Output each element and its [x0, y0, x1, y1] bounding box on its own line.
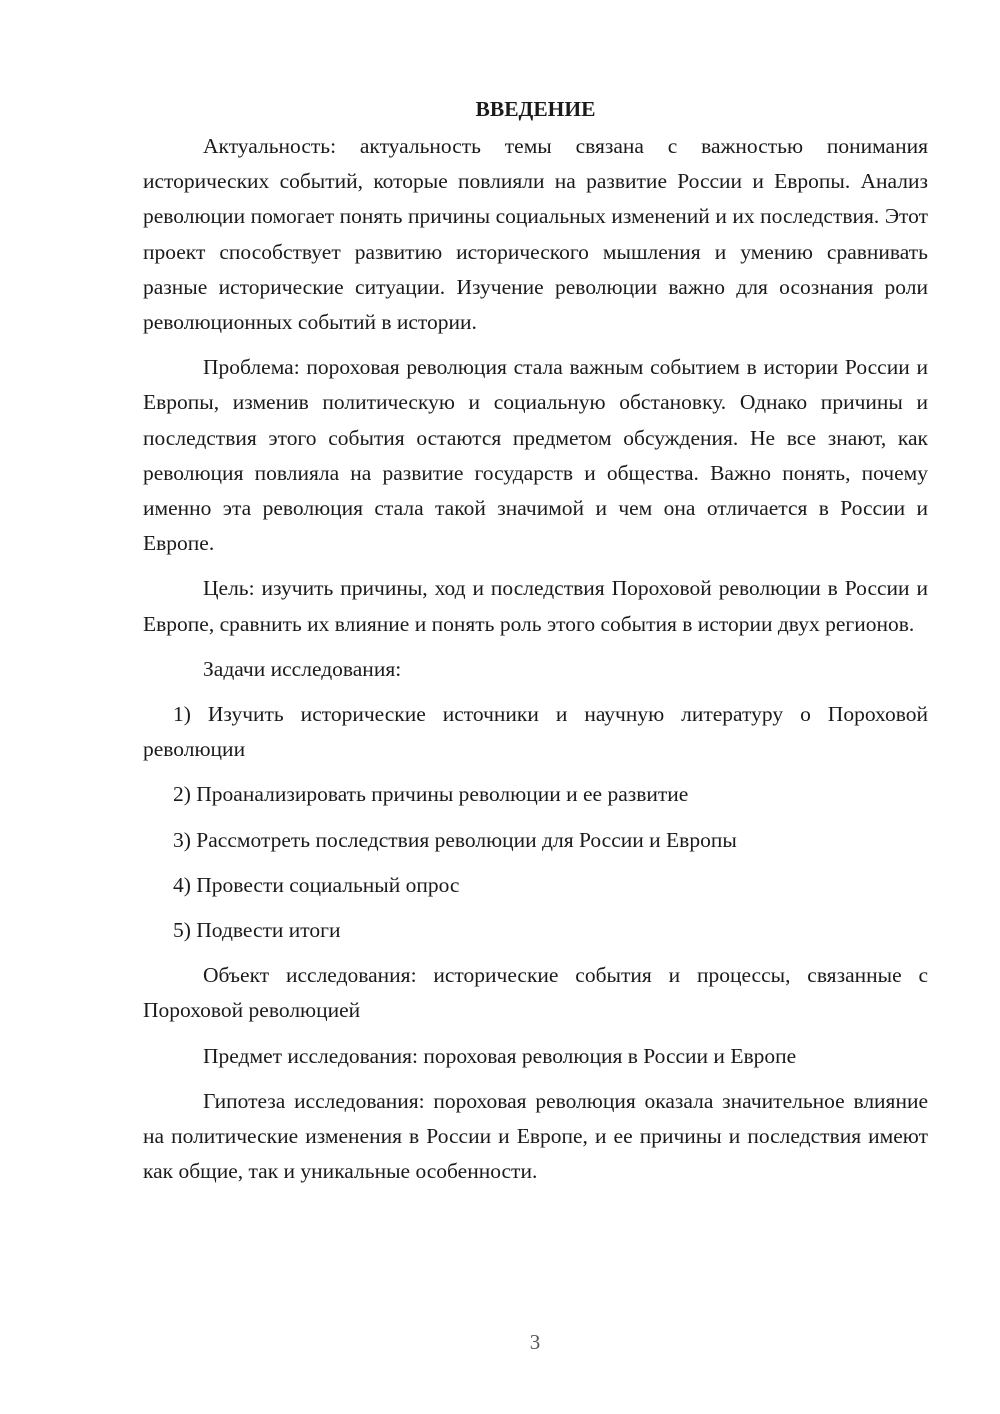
page-title: ВВЕДЕНИЕ — [475, 97, 596, 121]
task-item-5: 5) Подвести итоги — [173, 918, 341, 943]
paragraph-relevance: Актуальность: актуальность темы связана с важностью понимания исторических событий, которые повлияли на развитие России и Европы. Анализ революции помогает понять причины социальных изменений и их последствия. Этот проект способствует развитию исторического мышления и умению сравнивать разные исторические ситуации. Изучение революции важно для осознания роли революционных событий в истории. — [143, 134, 928, 335]
page-number: 3 — [529, 1330, 541, 1354]
paragraph-problem: Проблема: пороховая революция стала важным событием в истории России и Европы, изменив политическую и социальную обстановку. Однако причины и последствия этого события остаются предметом обсуждения. Не все знают, как революция повлияла на развитие государств и общества. Важно понять, почему именно эта революция стала такой значимой и чем она отличается в России и Европе. — [143, 355, 928, 556]
task-item-4: 4) Провести социальный опрос — [173, 872, 460, 897]
paragraph-subject: Предмет исследования: пороховая революция в России и Европе — [203, 1043, 797, 1068]
task-item-2: 2) Проанализировать причины революции и ее развитие — [173, 782, 689, 807]
task-item-1: 1) Изучить исторические источники и научную литературу о Пороховой революции — [143, 702, 928, 762]
paragraph-goal: Цель: изучить причины, ход и последствия Пороховой революции в России и Европе, сравнить их влияние и понять роль этого события в истории двух регионов. — [143, 576, 928, 636]
paragraph-hypothesis: Гипотеза исследования: пороховая революция оказала значительное влияние на политические изменения в России и Европе, и ее причины и последствия имеют как общие, так и уникальные особенности. — [143, 1088, 928, 1184]
paragraph-tasks-heading: Задачи исследования: — [203, 656, 402, 681]
task-item-3: 3) Рассмотреть последствия революции для России и Европы — [173, 827, 737, 852]
paragraph-object: Объект исследования: исторические события и процессы, связанные с Пороховой революцией — [143, 963, 928, 1023]
document-page — [143, 92, 928, 1199]
